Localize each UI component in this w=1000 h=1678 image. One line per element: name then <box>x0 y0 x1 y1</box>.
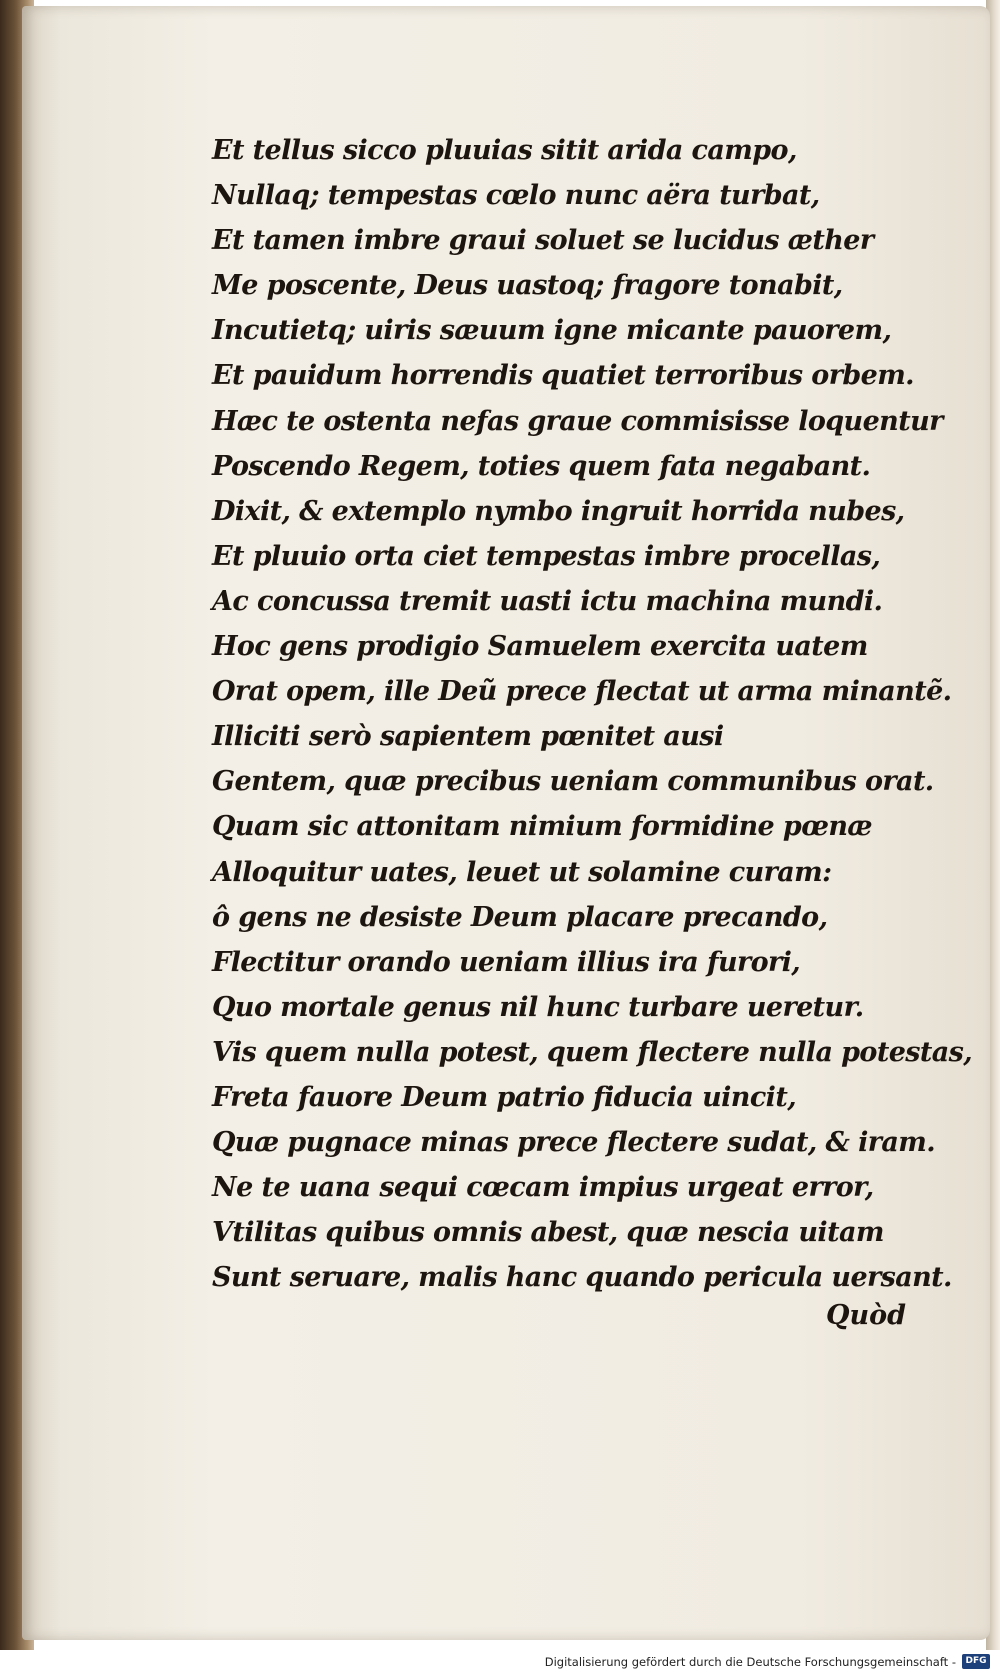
verse-line: Quo mortale genus nil hunc turbare ueretur. <box>212 991 864 1023</box>
verse-line: Nullaq; tempestas cœlo nunc aëra turbat, <box>212 180 820 212</box>
verse-line: Et tamen imbre graui soluet se lucidus æther <box>212 225 874 257</box>
verse-line: Flectitur orando ueniam illius ira furori, <box>212 946 801 978</box>
verse-line: Me poscente, Deus uastoq; fragore tonabit, <box>212 270 843 302</box>
verse-line: Ne te uana sequi cœcam impius urgeat error, <box>212 1172 874 1204</box>
verse-line: Et pauidum horrendis quatiet terroribus orbem. <box>212 360 914 392</box>
verse-line: ô gens ne desiste Deum placare precando, <box>212 901 828 933</box>
dfg-logo: DFG <box>962 1654 990 1669</box>
verse-line: Vtilitas quibus omnis abest, quæ nescia uitam <box>212 1217 884 1249</box>
verse-line: Poscendo Regem, toties quem fata negabant. <box>212 450 871 482</box>
verse-line: Incutietq; uiris sæuum igne micante pauorem, <box>212 315 892 347</box>
verse-line: Hæc te ostenta nefas graue commisisse loquentur <box>212 405 943 437</box>
verse-line: Illiciti serò sapientem pœnitet ausi <box>212 721 724 753</box>
verse-line: Sunt seruare, malis hanc quando pericula uersant. <box>212 1262 952 1294</box>
verse-line: Ac concussa tremit uasti ictu machina mundi. <box>212 585 883 617</box>
verse-line: Et tellus sicco pluuias sitit arida campo, <box>212 135 797 166</box>
verse-line: Quæ pugnace minas prece flectere sudat, & iram. <box>212 1127 936 1159</box>
catchword: Quòd <box>826 1300 907 1331</box>
verse-line: Vis quem nulla potest, quem flectere nulla potestas, <box>212 1036 973 1068</box>
verse-text-block <box>212 128 973 1300</box>
verse-line: Hoc gens prodigio Samuelem exercita uatem <box>212 631 868 663</box>
verse-line: Freta fauore Deum patrio fiducia uincit, <box>212 1081 797 1113</box>
funding-credit: Digitalisierung gefördert durch die Deutsche Forschungsgemeinschaft - <box>544 1655 956 1669</box>
verse-line: Alloquitur uates, leuet ut solamine curam: <box>212 856 832 888</box>
verse-line: Orat opem, ille Deũ prece flectat ut arma minantẽ. <box>212 676 952 708</box>
verse-line: Et pluuio orta ciet tempestas imbre procellas, <box>212 540 881 572</box>
verse-line: Gentem, quæ precibus ueniam communibus orat. <box>212 766 934 798</box>
verse-line: Dixit, & extemplo nymbo ingruit horrida nubes, <box>212 495 905 527</box>
verse-line: Quam sic attonitam nimium formidine pœnæ <box>212 811 872 843</box>
